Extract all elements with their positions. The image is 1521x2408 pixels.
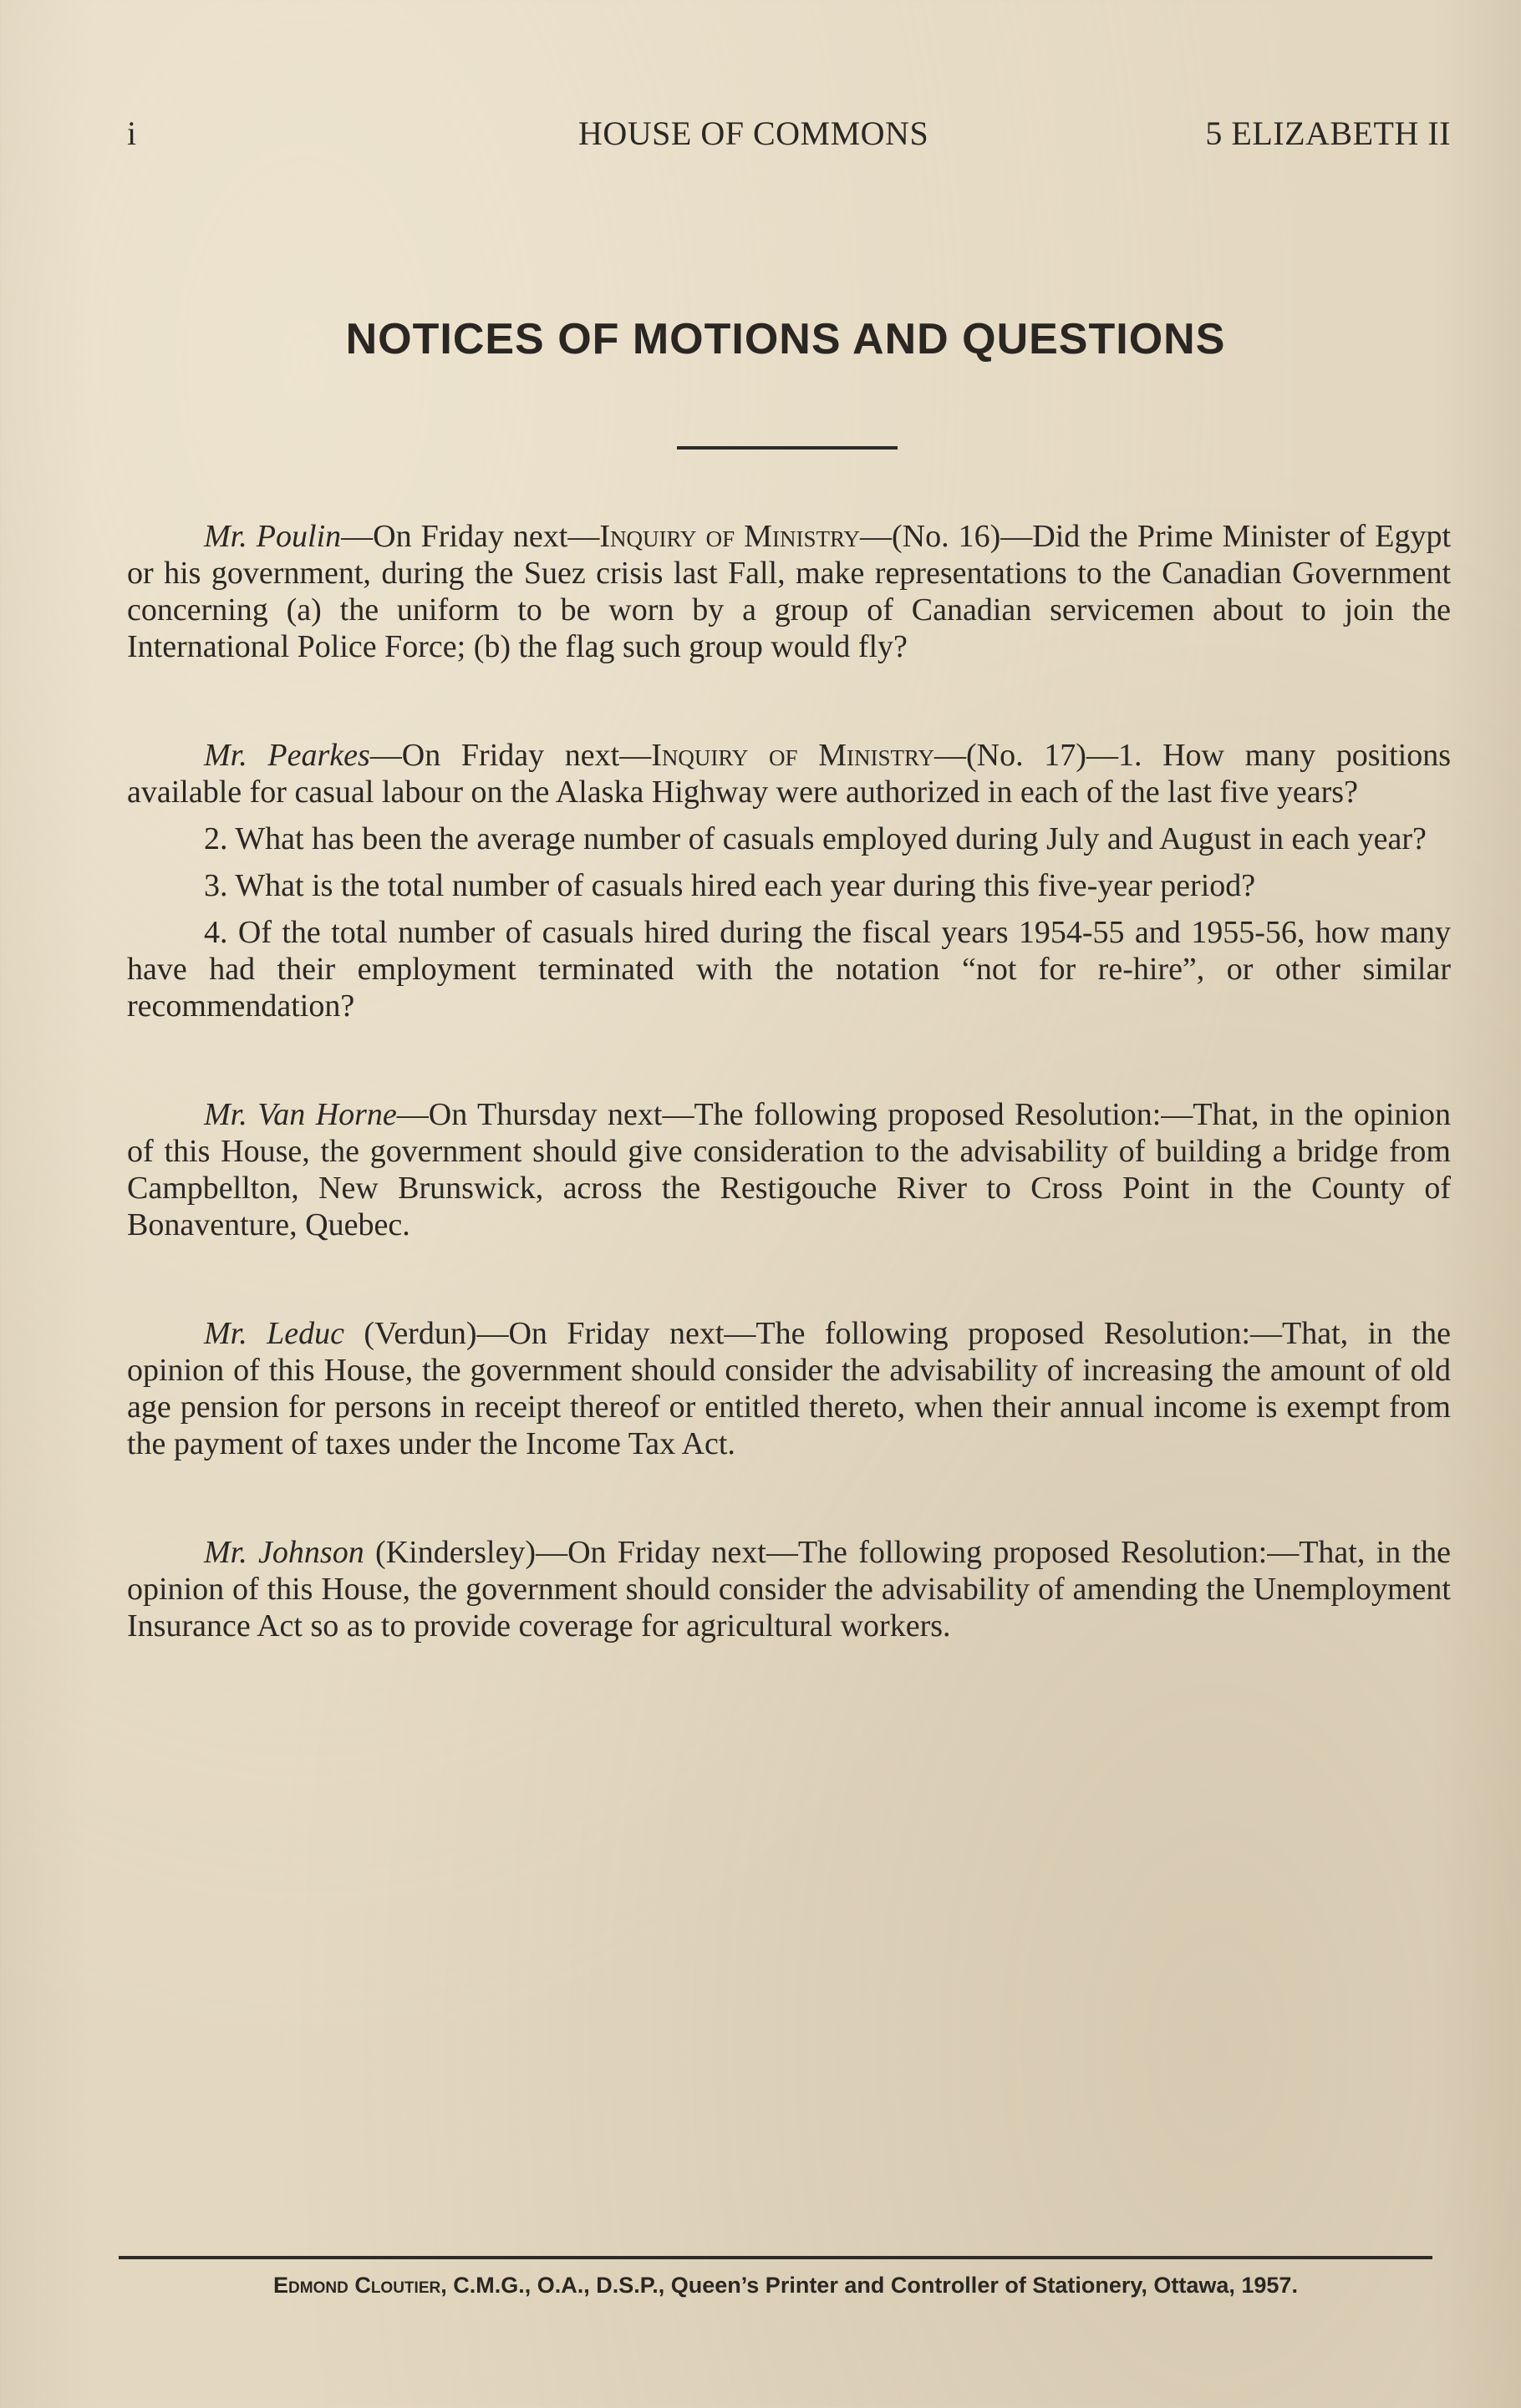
running-head	[127, 114, 1451, 155]
member-name: Mr. Pearkes	[204, 738, 370, 773]
running-head-regnal-year: 5 ELIZABETH II	[1205, 114, 1451, 152]
page-title: NOTICES OF MOTIONS AND QUESTIONS	[345, 315, 1226, 363]
question-item: 4. Of the total number of casuals hired during the fiscal years 1954-55 and 1955-56, how many have had their employment terminated with the notation “not for re-hire”, or other similar recommendation?	[127, 915, 1451, 1024]
notice-poulin	[127, 518, 1451, 665]
notice-paragraph	[127, 737, 1451, 810]
page-number: i	[127, 114, 137, 152]
notice-text: (Verdun)—On Friday next—The following proposed Resolution:—That, in the opinion of this House, the government should consider the advisability of increasing the amount of old age pension for persons in receipt thereof or entitled thereto, when their annual income is exempt from the payment of taxes under the Income Tax Act.	[127, 1316, 1451, 1461]
notice-paragraph	[127, 1096, 1451, 1243]
notices-list	[127, 518, 1451, 1644]
notice-text: —On Friday next—	[341, 519, 600, 554]
notice-leduc	[127, 1315, 1451, 1462]
printer-name: Edmond Cloutier	[273, 2273, 441, 2298]
notice-paragraph	[127, 1315, 1451, 1462]
running-head-title: HOUSE OF COMMONS	[578, 114, 929, 152]
notice-johnson	[127, 1534, 1451, 1644]
question-item: 3. What is the total number of casuals hired each year during this five-year period?	[204, 868, 1256, 903]
inquiry-label: Inquiry of Ministry	[651, 738, 935, 773]
notice-text: (Kindersley)—On Friday next—The following proposed Resolution:—That, in the opinion of this House, the government should consider the advisability of amending the Unemployment Insurance Act so as to provide coverage for agricultural workers.	[127, 1535, 1451, 1643]
notice-text: —On Thursday next—The following proposed Resolution:—That, in the opinion of this House, the government should give consideration to the advisability of building a bridge from Campbellton, New Brunswick, across the Restigouche River to Cross Point in the County of Bonaventure, Quebec.	[127, 1097, 1451, 1242]
notice-pearkes	[127, 737, 1451, 1024]
inquiry-label: Inquiry of Ministry	[599, 519, 860, 554]
imprint-text: , C.M.G., O.A., D.S.P., Queen’s Printer and Controller of Stationery, Ottawa, 1957.	[440, 2273, 1298, 2298]
notice-text: —On Friday next—	[369, 738, 652, 773]
printer-imprint	[0, 2273, 1521, 2299]
notice-text: —(No. 17)—1. How many positions available for casual labour on the Alaska Highway were authorized in each of the last five years?	[127, 738, 1452, 810]
member-name: Mr. Van Horne	[204, 1097, 397, 1132]
member-name: Mr. Leduc	[204, 1316, 345, 1351]
question-item: 2. What has been the average number of casuals employed during July and August in each year?	[204, 821, 1427, 856]
member-name: Mr. Poulin	[204, 519, 342, 554]
notice-van-horne	[127, 1096, 1451, 1243]
notice-paragraph	[127, 1534, 1451, 1644]
member-name: Mr. Johnson	[204, 1535, 364, 1570]
title-divider	[677, 446, 898, 450]
footer-divider	[119, 2256, 1432, 2259]
notice-text: —(No. 16)—Did the Prime Minister of Egypt or his government, during the Suez crisis last Fall, make representations to the Canadian Government concerning (a) the uniform to be worn by a group of Canadian servicemen about to join the International Police Force; (b) the flag such group would fly?	[127, 519, 1452, 664]
notice-paragraph	[127, 518, 1451, 665]
